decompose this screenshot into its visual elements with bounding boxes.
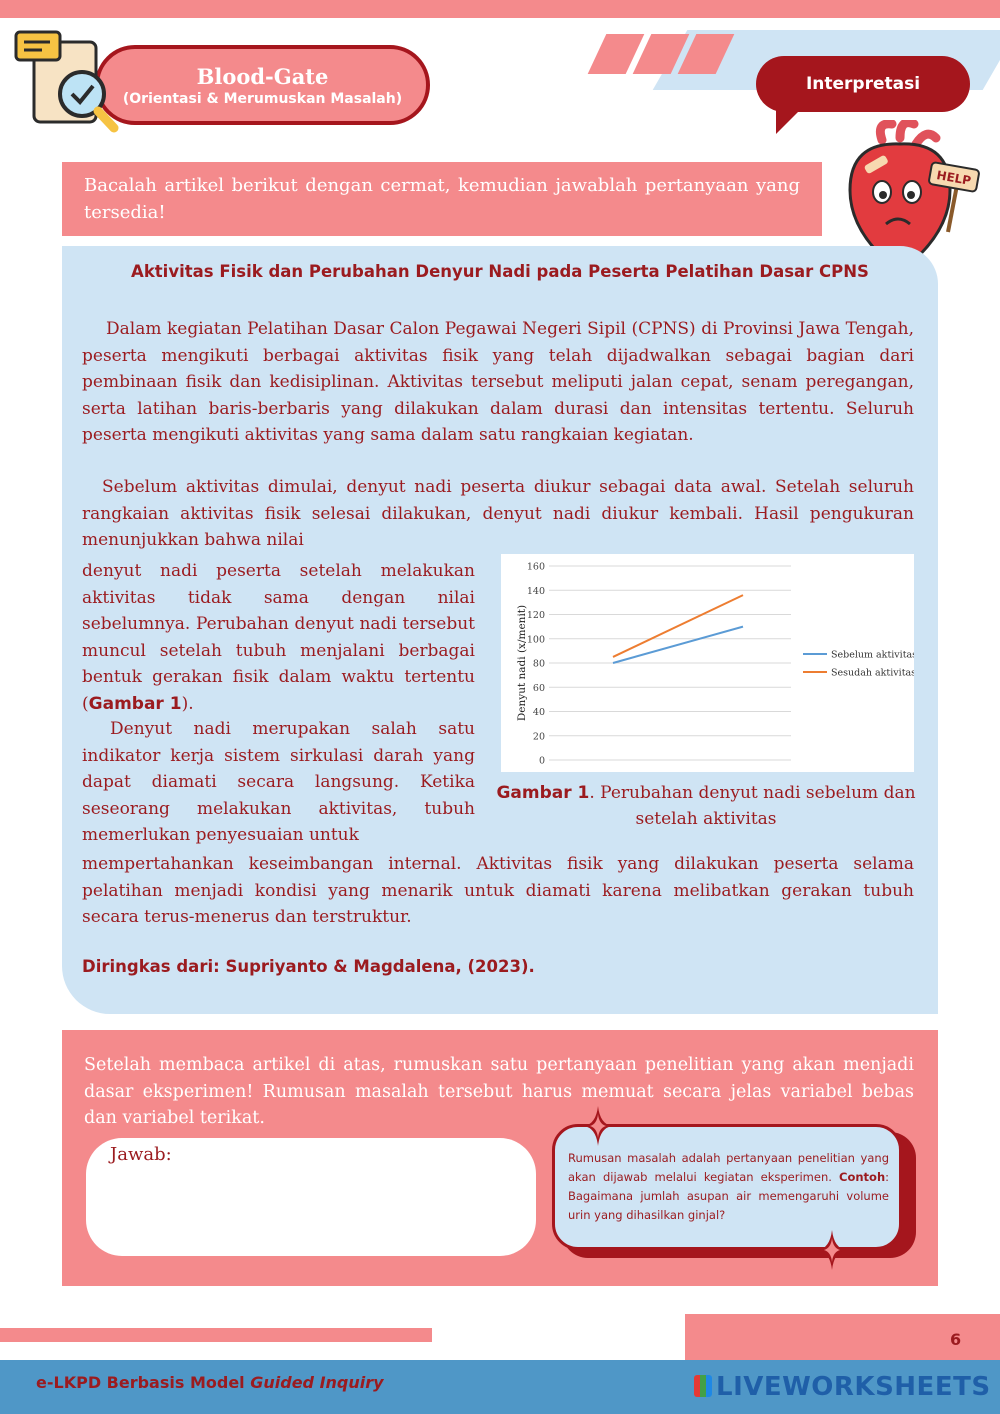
article-paragraph: mempertahankan keseimbangan internal. Aktivitas fisik yang dilakukan peserta selama pelatihan menjadi kondisi yang menarik untuk diamati karena melibatkan gerakan tubuh secara terus-menerus dan terstruktur.	[82, 854, 914, 927]
document-search-icon	[12, 28, 122, 138]
chart-series-line	[613, 595, 743, 657]
legend-label: Sesudah aktivitas	[831, 667, 914, 679]
paragraph-text: denyut nadi peserta setelah melakukan aktivitas tidak sama dengan nilai sebelumnya. Perubahan denyut nadi tersebut muncul setelah tubuh menjalani berbagai bentuk gerakan fisik dalam waktu tertentu (	[82, 561, 475, 714]
paragraph-text: ).	[181, 693, 194, 714]
page-title: Blood-Gate	[196, 63, 329, 89]
article-title: Aktivitas Fisik dan Perubahan Denyur Nadi pada Peserta Pelatihan Dasar CPNS	[131, 262, 869, 281]
question-prompt: Setelah membaca artikel di atas, rumuskan satu pertanyaan penelitian yang akan menjadi dasar eksperimen! Rumusan masalah tersebut harus memuat secara jelas variabel bebas dan variabel terikat.	[84, 1055, 914, 1128]
caption-text: . Perubahan denyut nadi sebelum dan setelah aktivitas	[589, 783, 916, 829]
footer-text-italic: Guided Inquiry	[250, 1373, 384, 1392]
footer-text-prefix: e-LKPD Berbasis Model	[36, 1373, 251, 1392]
figure-caption	[496, 780, 916, 832]
footer-text	[36, 1373, 384, 1392]
chart-series-line	[613, 627, 743, 663]
pulse-chart	[501, 554, 914, 772]
brand-mark-icon	[694, 1375, 712, 1397]
footer-decor-bar	[0, 1328, 432, 1342]
answer-label: Jawab:	[110, 1144, 172, 1165]
article-paragraph: Denyut nadi merupakan salah satu indikator kerja sistem sirkulasi darah yang dapat diamati secara langsung. Ketika seseorang melakukan aktivitas, tubuh memerlukan penyesuaian untuk	[82, 719, 475, 845]
sparkle-icon	[818, 1230, 846, 1270]
chart-y-tick-label: 0	[538, 755, 545, 767]
title-banner	[95, 45, 430, 125]
page-subtitle: (Orientasi & Merumuskan Masalah)	[122, 90, 403, 107]
brand-logo[interactable]	[694, 1372, 991, 1402]
hint-example-text: : Bagaimana jumlah asupan air memengaruhi volume urin yang dihasilkan ginjal?	[568, 1170, 890, 1222]
legend-label: Sebelum aktivitas	[831, 649, 914, 661]
article-source: Diringkas dari: Supriyanto & Magdalena, (2023).	[82, 957, 535, 976]
figure-reference: Gambar 1	[88, 693, 182, 714]
chart-y-tick-label: 120	[526, 610, 545, 621]
instruction-text: Bacalah artikel berikut dengan cermat, kemudian jawablah pertanyaan yang tersedia!	[62, 162, 822, 236]
answer-box	[86, 1138, 536, 1256]
pulse-chart-svg	[501, 554, 914, 772]
chart-y-tick-label: 100	[526, 634, 545, 646]
chart-y-axis-label: Denyut nadi (x/menit)	[516, 604, 528, 722]
chart-y-tick-label: 20	[532, 731, 545, 743]
chart-y-tick-label: 80	[532, 658, 545, 670]
chart-y-tick-label: 60	[532, 682, 545, 694]
top-decor-band	[0, 0, 1000, 18]
chart-y-tick-label: 160	[526, 561, 545, 573]
page-number: 6	[950, 1330, 962, 1349]
badge-tail	[776, 100, 810, 134]
hint-text: Rumusan masalah adalah pertanyaan penelitian yang akan dijawab melalui kegiatan eksperimen.	[568, 1151, 889, 1184]
chart-y-tick-label: 140	[526, 585, 545, 597]
brand-name: LIVEWORKSHEETS	[716, 1372, 991, 1402]
sparkle-icon	[584, 1106, 612, 1146]
answer-input[interactable]	[110, 1165, 512, 1235]
article-paragraph: Sebelum aktivitas dimulai, denyut nadi peserta diukur sebagai data awal. Setelah seluruh rangkaian aktivitas fisik selesai dilakukan, denyut nadi diukur kembali. Hasil pengukuran menunjukkan bahwa nilai	[82, 477, 914, 550]
section-badge: Interpretasi	[756, 56, 970, 112]
caption-label: Gambar 1	[496, 783, 590, 803]
article-paragraph	[82, 558, 475, 717]
help-sign-text: HELP	[935, 168, 973, 188]
hint-example-label: Contoh	[839, 1170, 886, 1184]
article-paragraph: Dalam kegiatan Pelatihan Dasar Calon Pegawai Negeri Sipil (CPNS) di Provinsi Jawa Tengah, peserta mengikuti berbagai aktivitas fisik yang telah dijadwalkan sebagai bagian dari pembinaan fisik dan kedisiplinan. Aktivitas tersebut meliputi jalan cepat, senam peregangan, serta latihan baris-berbaris yang dilakukan dalam durasi dan intensitas tertentu. Seluruh peserta mengikuti aktivitas yang sama dalam satu rangkaian kegiatan.	[82, 319, 914, 445]
chart-y-tick-label: 40	[532, 707, 545, 718]
